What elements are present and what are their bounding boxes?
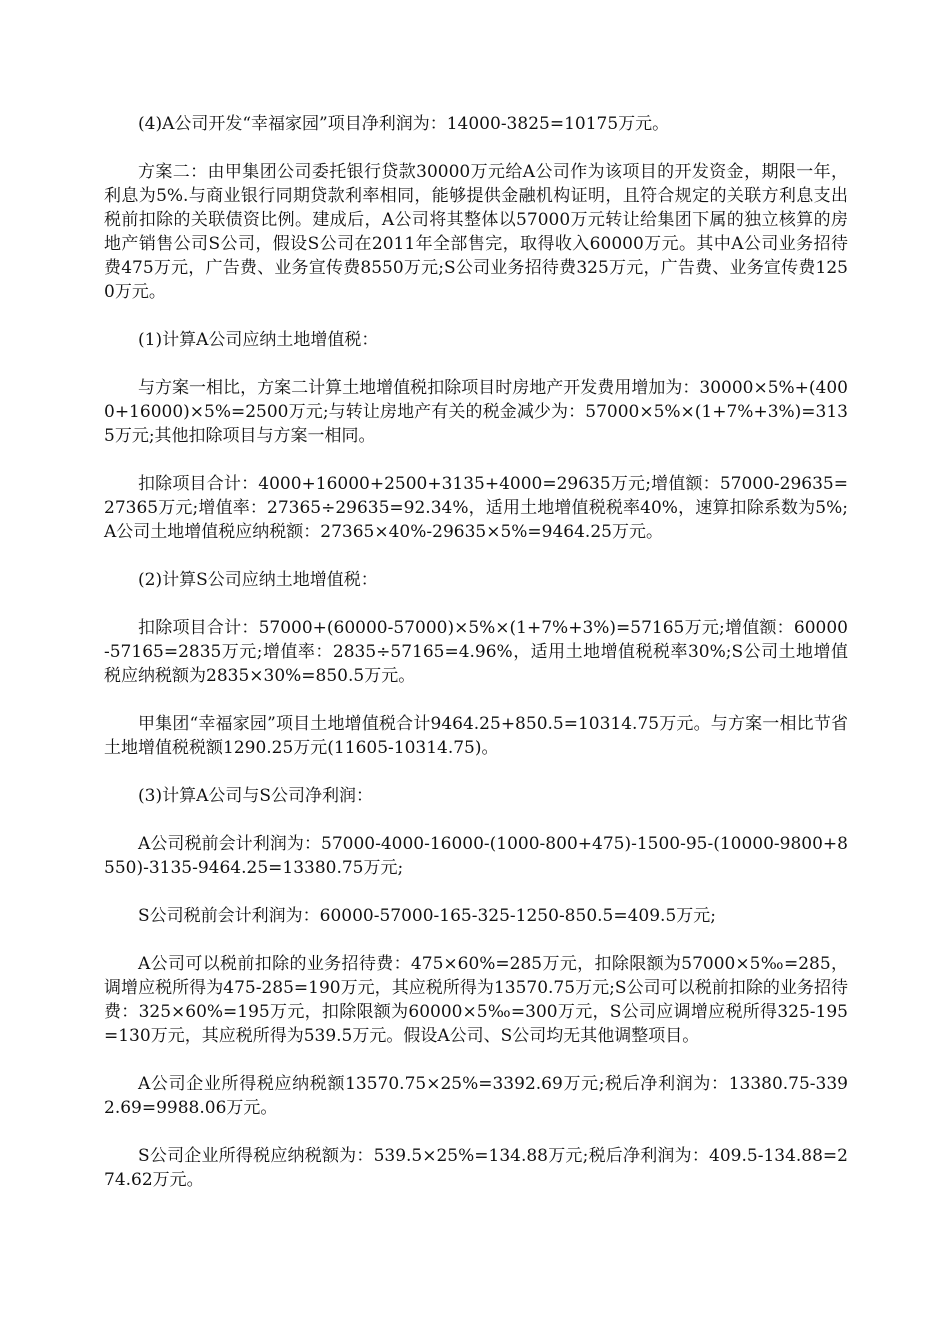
paragraph-s-pretax-profit: S公司税前会计利润为：60000-57000-165-325-1250-850.5=409.5万元; <box>138 906 716 926</box>
paragraph-heading-s-land-vat: (2)计算S公司应纳土地增值税： <box>138 570 378 590</box>
paragraph-heading-net-profit: (3)计算A公司与S公司净利润： <box>138 786 374 806</box>
paragraph-development-cost-change: 与方案一相比，方案二计算土地增值税扣除项目时房地产开发费用增加为：30000×5%+(4000+16000)×5%=2500万元;与转让房地产有关的税金减少为：57000×5%×(1+7%+3%)=3135万元;其他扣除项目与方案一相同。 <box>104 378 848 446</box>
paragraph-scheme-two-intro: 方案二：由甲集团公司委托银行贷款30000万元给A公司作为该项目的开发资金，期限一年，利息为5%.与商业银行同期贷款利率相同，能够提供金融机构证明，且符合规定的关联方利息支出税前扣除的关联债资比例。建成后，A公司将其整体以57000万元转让给集团下属的独立核算的房地产销售公司S公司，假设S公司在2011年全部售完，取得收入60000万元。其中A公司业务招待费475万元，广告费、业务宣传费8550万元;S公司业务招待费325万元，广告费、业务宣传费1250万元。 <box>104 162 848 302</box>
document-body <box>104 112 848 1216</box>
paragraph-entertainment-expense-adjustment: A公司可以税前扣除的业务招待费：475×60%=285万元，扣除限额为57000×5‰=285，调增应税所得为475-285=190万元，其应税所得为13570.75万元;S公司可以税前扣除的业务招待费：325×60%=195万元，扣除限额为60000×5‰=300万元，S公司应调增应税所得325-195=130万元，其应税所得为539.5万元。假设A公司、S公司均无其他调整项目。 <box>104 954 848 1046</box>
paragraph-a-pretax-profit: A公司税前会计利润为：57000-4000-16000-(1000-800+475)-1500-95-(10000-9800+8550)-3135-9464.25=13380.75万元; <box>104 834 848 878</box>
paragraph-a-net-profit-scheme-one: (4)A公司开发“幸福家园”项目净利润为：14000-3825=10175万元。 <box>138 114 670 134</box>
paragraph-a-deduction-total: 扣除项目合计：4000+16000+2500+3135+4000=29635万元;增值额：57000-29635=27365万元;增值率：27365÷29635=92.34%，适用土地增值税税率40%，速算扣除系数为5%;A公司土地增值税应纳税额：27365×40%-29635×5%=9464.25万元。 <box>104 474 848 542</box>
paragraph-a-income-tax: A公司企业所得税应纳税额13570.75×25%=3392.69万元;税后净利润为：13380.75-3392.69=9988.06万元。 <box>104 1074 848 1118</box>
paragraph-s-deduction-total: 扣除项目合计：57000+(60000-57000)×5%×(1+7%+3%)=57165万元;增值额：60000-57165=2835万元;增值率：2835÷57165=4.96%，适用土地增值税税率30%;S公司土地增值税应纳税额为2835×30%=850.5万元。 <box>104 618 848 686</box>
paragraph-heading-a-land-vat: (1)计算A公司应纳土地增值税： <box>138 330 379 350</box>
paragraph-s-income-tax: S公司企业所得税应纳税额为：539.5×25%=134.88万元;税后净利润为：409.5-134.88=274.62万元。 <box>104 1146 848 1190</box>
paragraph-group-land-vat-total: 甲集团“幸福家园”项目土地增值税合计9464.25+850.5=10314.75万元。与方案一相比节省土地增值税税额1290.25万元(11605-10314.75)。 <box>104 714 848 758</box>
